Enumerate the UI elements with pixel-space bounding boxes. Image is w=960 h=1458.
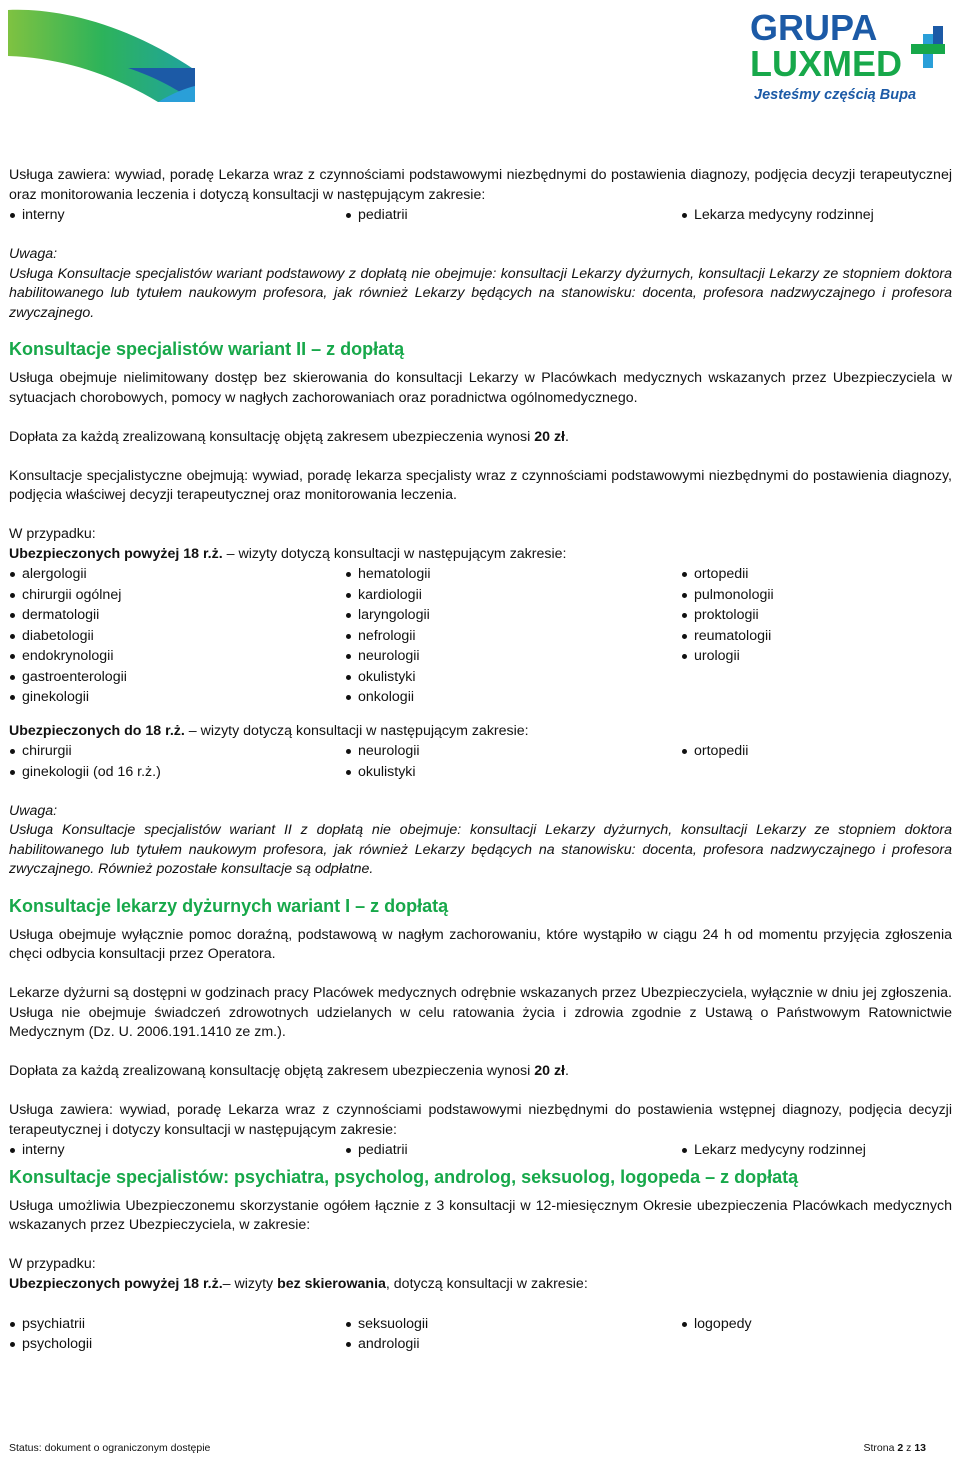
intro-scope-list — [9, 205, 952, 226]
list-item: seksuologii — [345, 1314, 681, 1335]
section2-note: Usługa Konsultacje specjalistów wariant II z dopłatą nie obejmuje: konsultacji Lekarzy dyżurnych, konsultacji Lekarzy ze stopniem doktora habilitowanego lub tytułem naukowym profesora, jak również Lekarzy będących na stanowisku: docenta, profesora nadzwyczajnego i profesora zwyczajnego. Również pozostałe konsultacje są odpłatne. — [9, 822, 952, 877]
list-item: pediatrii — [345, 1140, 681, 1161]
list-item: ortopedii — [681, 741, 952, 762]
section-heading: Konsultacje specjalistów wariant II – z dopłatą — [9, 339, 405, 359]
page-number: Strona 2 z 13 — [863, 1442, 926, 1454]
section4-paragraph: Usługa umożliwia Ubezpieczonemu skorzystanie ogółem łącznie z 3 konsultacji w 12-miesięcznym Okresie ubezpieczenia Placówkach medycznych wskazanych przez Ubezpieczyciela, w zakresie: — [9, 1197, 952, 1233]
list-item: reumatologii — [681, 626, 952, 647]
list-item: psychologii — [9, 1334, 345, 1355]
list-item: ginekologii — [9, 687, 345, 708]
adult-scope-intro: Ubezpieczonych powyżej 18 r.ż. – wizyty dotyczą konsultacji w następującym zakresie: — [9, 545, 567, 562]
list-item: neurologii — [345, 741, 681, 762]
list-item: okulistyki — [345, 762, 681, 783]
list-item: endokrynologii — [9, 646, 345, 667]
section3-scope-paragraph: Usługa zawiera: wywiad, poradę Lekarza wraz z czynnościami podstawowymi niezbędnymi do postawienia wstępnej diagnozy, podjęcia decyzji terapeutycznej i dotyczy konsultacji w następującym zakresie: — [9, 1102, 952, 1138]
intro-note-label: Uwaga: — [9, 246, 58, 262]
section3-scope-list — [9, 1140, 952, 1161]
list-item: nefrologii — [345, 626, 681, 647]
list-item: andrologii — [345, 1334, 681, 1355]
list-item: ginekologii (od 16 r.ż.) — [9, 762, 345, 783]
section2-paragraph: Usługa obejmuje nielimitowany dostęp bez skierowania do konsultacji Lekarzy w Placówkach medycznych wskazanych przez Ubezpieczyciela w sytuacjach chorobowych, pomocy w nagłych zachorowaniach oraz poradnictwa ogólnomedycznego. — [9, 370, 952, 406]
list-item: interny — [9, 1140, 345, 1161]
adult-specialty-list — [9, 564, 952, 708]
list-item: onkologii — [345, 687, 681, 708]
list-item: interny — [9, 205, 345, 226]
list-item: neurologii — [345, 646, 681, 667]
list-item: psychiatrii — [9, 1314, 345, 1335]
list-item: laryngologii — [345, 605, 681, 626]
brand-swoosh-logo — [8, 8, 198, 104]
list-item: Lekarz medycyny rodzinnej — [681, 1140, 952, 1161]
section4-specialty-list — [9, 1314, 952, 1355]
case-label: W przypadku: — [9, 1256, 96, 1272]
child-specialty-list — [9, 741, 952, 782]
section4-scope-intro: Ubezpieczonych powyżej 18 r.ż.– wizyty bez skierowania, dotyczą konsultacji w zakresie: — [9, 1275, 588, 1292]
fee-amount: 20 zł — [534, 428, 565, 445]
logo-line2: LUXMED — [750, 43, 902, 84]
list-item: ortopedii — [681, 564, 952, 585]
logo-line1: GRUPA — [750, 7, 878, 48]
document-status: Status: dokument o ograniczonym dostępie — [9, 1442, 211, 1454]
section2-fee: Dopłata za każdą zrealizowaną konsultację objętą zakresem ubezpieczenia wynosi 20 zł. — [9, 428, 569, 445]
section3-fee: Dopłata za każdą zrealizowaną konsultację objętą zakresem ubezpieczenia wynosi 20 zł. — [9, 1063, 569, 1079]
section3-paragraph: Lekarze dyżurni są dostępni w godzinach pracy Placówek medycznych odrębnie wskazanych przez Ubezpieczyciela, wyłącznie w dniu jej zgłoszenia. Usługa nie obejmuje świadczeń zdrowotnych udzielanych w celu ratowania życia i zdrowia zgodnie z Ustawą o Państwowym Ratownictwie Medycznym (Dz. U. 2006.191.1410 ze zm.). — [9, 985, 952, 1040]
list-item: okulistyki — [345, 667, 681, 688]
case-label: W przypadku: — [9, 526, 96, 542]
luxmed-logo — [748, 6, 956, 106]
logo-tagline: Jesteśmy częścią Bupa — [754, 87, 917, 103]
page-footer — [9, 1442, 926, 1454]
list-item: chirurgii — [9, 741, 345, 762]
section-heading: Konsultacje specjalistów: psychiatra, psycholog, androlog, seksuolog, logopeda – z dopłatą — [9, 1166, 799, 1187]
section3-paragraph: Usługa obejmuje wyłącznie pomoc doraźną, podstawową w nagłym zachorowaniu, które wystąpiło w ciągu 24 h od momentu przyjęcia zgłoszenia chęci odbycia konsultacji przez Operatora. — [9, 926, 952, 962]
list-item: hematologii — [345, 564, 681, 585]
list-item: pulmonologii — [681, 585, 952, 606]
list-item: kardiologii — [345, 585, 681, 606]
list-item: chirurgii ogólnej — [9, 585, 345, 606]
list-item: diabetologii — [9, 626, 345, 647]
intro-paragraph: Usługa zawiera: wywiad, poradę Lekarza wraz z czynnościami podstawowymi niezbędnymi do postawienia diagnozy, podjęcia decyzji terapeutycznej oraz monitorowania leczenia i dotyczą konsultacji w następującym zakresie: — [9, 167, 952, 203]
list-item: dermatologii — [9, 605, 345, 626]
list-item: pediatrii — [345, 205, 681, 226]
cross-icon — [911, 26, 945, 68]
list-item: alergologii — [9, 564, 345, 585]
child-scope-intro: Ubezpieczonych do 18 r.ż. – wizyty dotyczą konsultacji w następującym zakresie: — [9, 722, 529, 739]
intro-note: Usługa Konsultacje specjalistów wariant podstawowy z dopłatą nie obejmuje: konsultacji Lekarzy dyżurnych, konsultacji Lekarzy ze stopniem doktora habilitowanego lub tytułem naukowym profesora, jak również Lekarzy będących na stanowisku: docenta, profesora nadzwyczajnego i profesora zwyczajnego. — [9, 265, 952, 321]
list-item: urologii — [681, 646, 952, 667]
section2-note-label: Uwaga: — [9, 802, 58, 819]
list-item: Lekarza medycyny rodzinnej — [681, 205, 952, 226]
document-content — [9, 166, 952, 1355]
section2-scope-paragraph: Konsultacje specjalistyczne obejmują: wywiad, poradę lekarza specjalisty wraz z czynnościami podstawowymi niezbędnymi do postawienia diagnozy, podjęcia właściwej decyzji terapeutycznej oraz monitorowania leczenia. — [9, 467, 952, 503]
list-item: gastroenterologii — [9, 667, 345, 688]
fee-amount: 20 zł — [534, 1063, 565, 1079]
section-heading: Konsultacje lekarzy dyżurnych wariant I – z dopłatą — [9, 895, 449, 916]
list-item: proktologii — [681, 605, 952, 626]
list-item: logopedy — [681, 1314, 952, 1335]
